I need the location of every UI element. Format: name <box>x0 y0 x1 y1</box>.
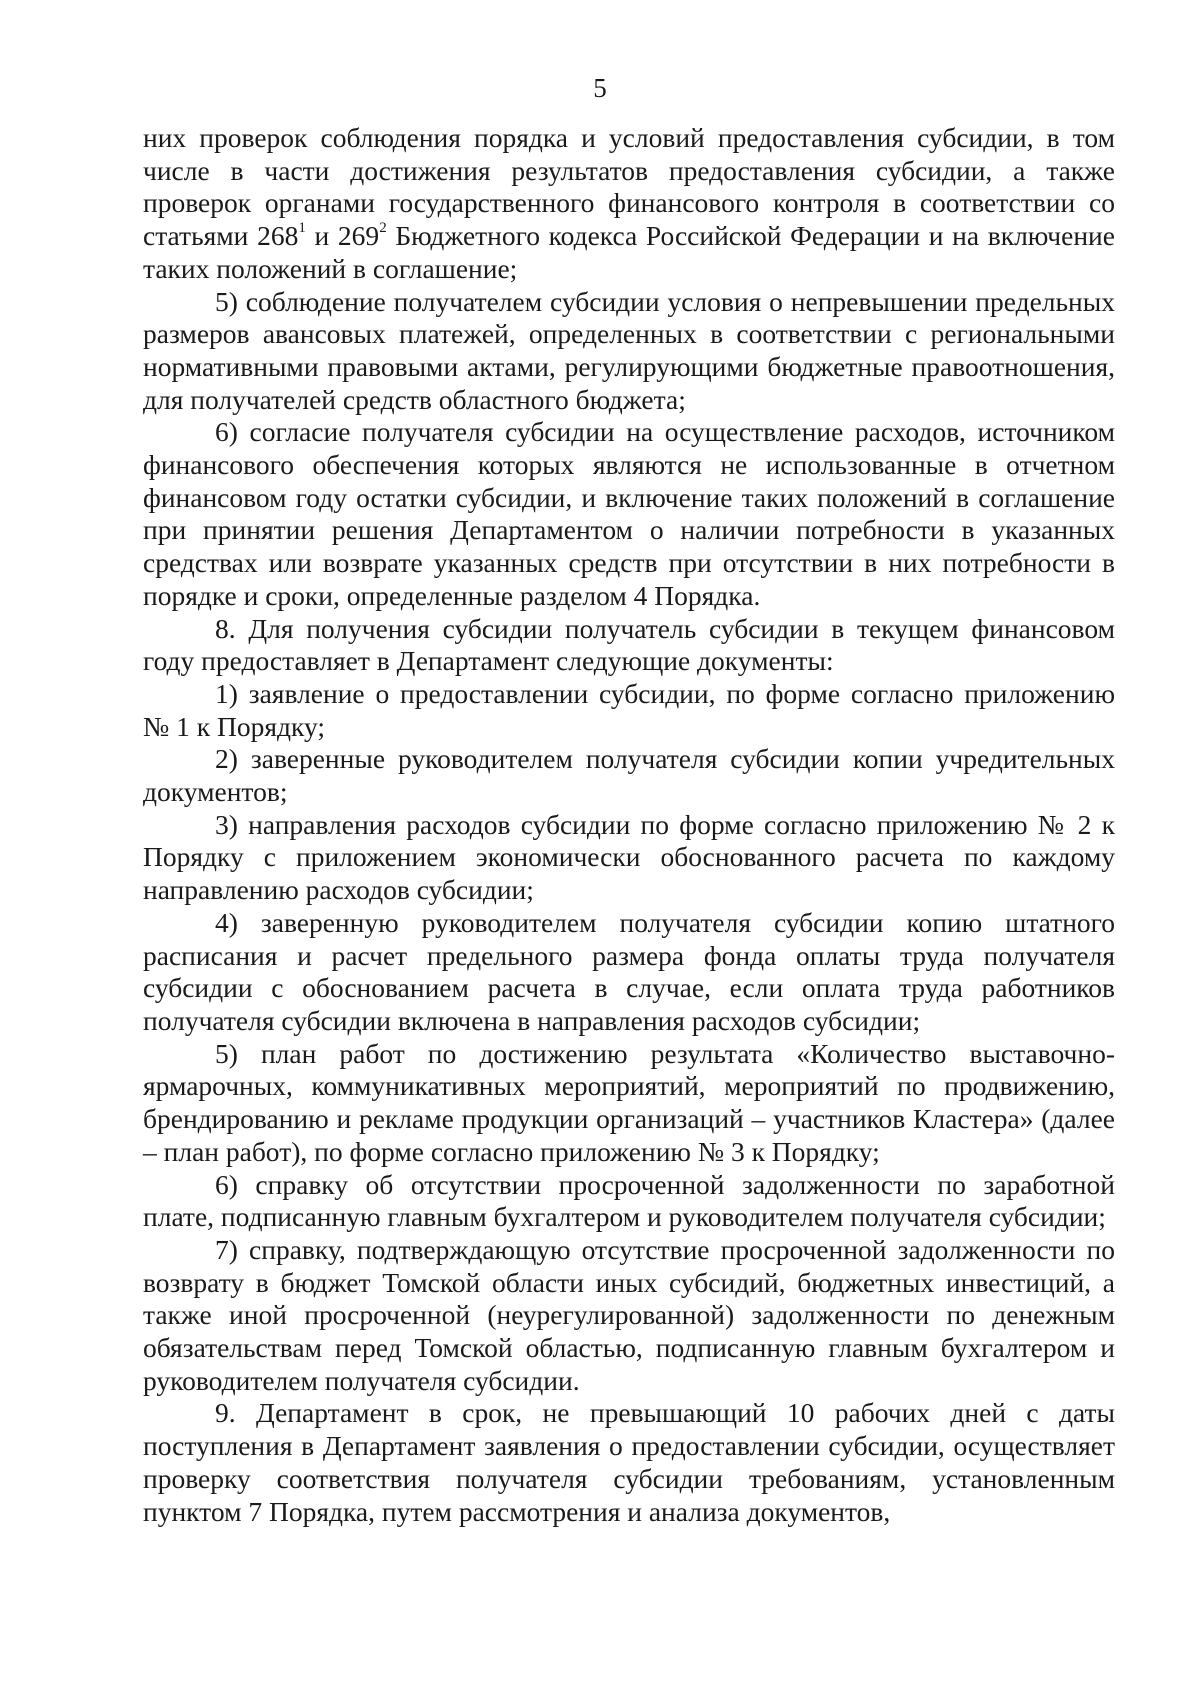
list-item-3: 3) направления расходов субсидии по форме согласно приложению № 2 к Порядку с приложением экономически обоснованного расчета по каждому направлению расходов субсидии; <box>143 808 1115 906</box>
superscript: 2 <box>379 220 387 237</box>
list-item-6: 6) справку об отсутствии просроченной задолженности по заработной плате, подписанную главным бухгалтером и руководителем получателя субсидии; <box>143 1168 1115 1233</box>
paragraph-item-5: 5) соблюдение получателем субсидии условия о непревышении предельных размеров авансовых платежей, определенных в соответствии с региональными нормативными правовыми актами, регулирующими бюджетные правоотношения, для получателей средств областного бюджета; <box>143 285 1115 415</box>
paragraph-item-6: 6) согласие получателя субсидии на осуществление расходов, источником финансового обеспечения которых являются не использованные в отчетном финансовом году остатки субсидии, и включение таких положений в соглашение при принятии решения Департаментом о наличии потребности в указанных средствах или возврате указанных средств при отсутствии в них потребности в порядке и сроки, определенные разделом 4 Порядка. <box>143 416 1115 611</box>
paragraph-continuation <box>143 122 1115 286</box>
list-item-1: 1) заявление о предоставлении субсидии, по форме согласно приложению № 1 к Порядку; <box>143 677 1115 742</box>
document-body <box>143 122 1115 1528</box>
paragraph-clause-9: 9. Департамент в срок, не превышающий 10 рабочих дней с даты поступления в Департамент заявления о предоставлении субсидии, осуществляет проверку соответствия получателя субсидии требованиям, установленным пунктом 7 Порядка, путем рассмотрения и анализа документов, <box>143 1397 1115 1527</box>
list-item-4: 4) заверенную руководителем получателя субсидии копию штатного расписания и расчет предельного размера фонда оплаты труда получателя субсидии с обоснованием расчета в случае, если оплата труда работников получателя субсидии включена в направления расходов субсидии; <box>143 906 1115 1036</box>
list-item-7: 7) справку, подтверждающую отсутствие просроченной задолженности по возврату в бюджет Томской области иных субсидий, бюджетных инвестиций, а также иной просроченной (неурегулированной) задолженности по денежным обязательствам перед Томской областью, подписанную главным бухгалтером и руководителем получателя субсидии. <box>143 1233 1115 1396</box>
list-item-2: 2) заверенные руководителем получателя субсидии копии учредительных документов; <box>143 743 1115 808</box>
superscript: 1 <box>298 220 306 237</box>
page-number: 5 <box>593 73 607 103</box>
list-item-5: 5) план работ по достижению результата «Количество выставочно-ярмарочных, коммуникативных мероприятий, мероприятий по продвижению, брендированию и рекламе продукции организаций – участников Кластера» (далее – план работ), по форме согласно приложению № 3 к Порядку; <box>143 1037 1115 1167</box>
paragraph-clause-8: 8. Для получения субсидии получатель субсидии в текущем финансовом году предоставляет в Департамент следующие документы: <box>143 612 1115 677</box>
paragraph-text: и 269 <box>305 220 380 252</box>
paragraph-text: них проверок соблюдения порядка и условий предоставления субсидии, в том числе в части достижения результатов предоставления субсидии, а также проверок органами государственного финансового контроля в соответствии со статьями 268 <box>143 122 1115 252</box>
paragraph-text: Бюджетного кодекса Российской Федерации и на включение таких положений в соглашение; <box>143 220 1115 284</box>
